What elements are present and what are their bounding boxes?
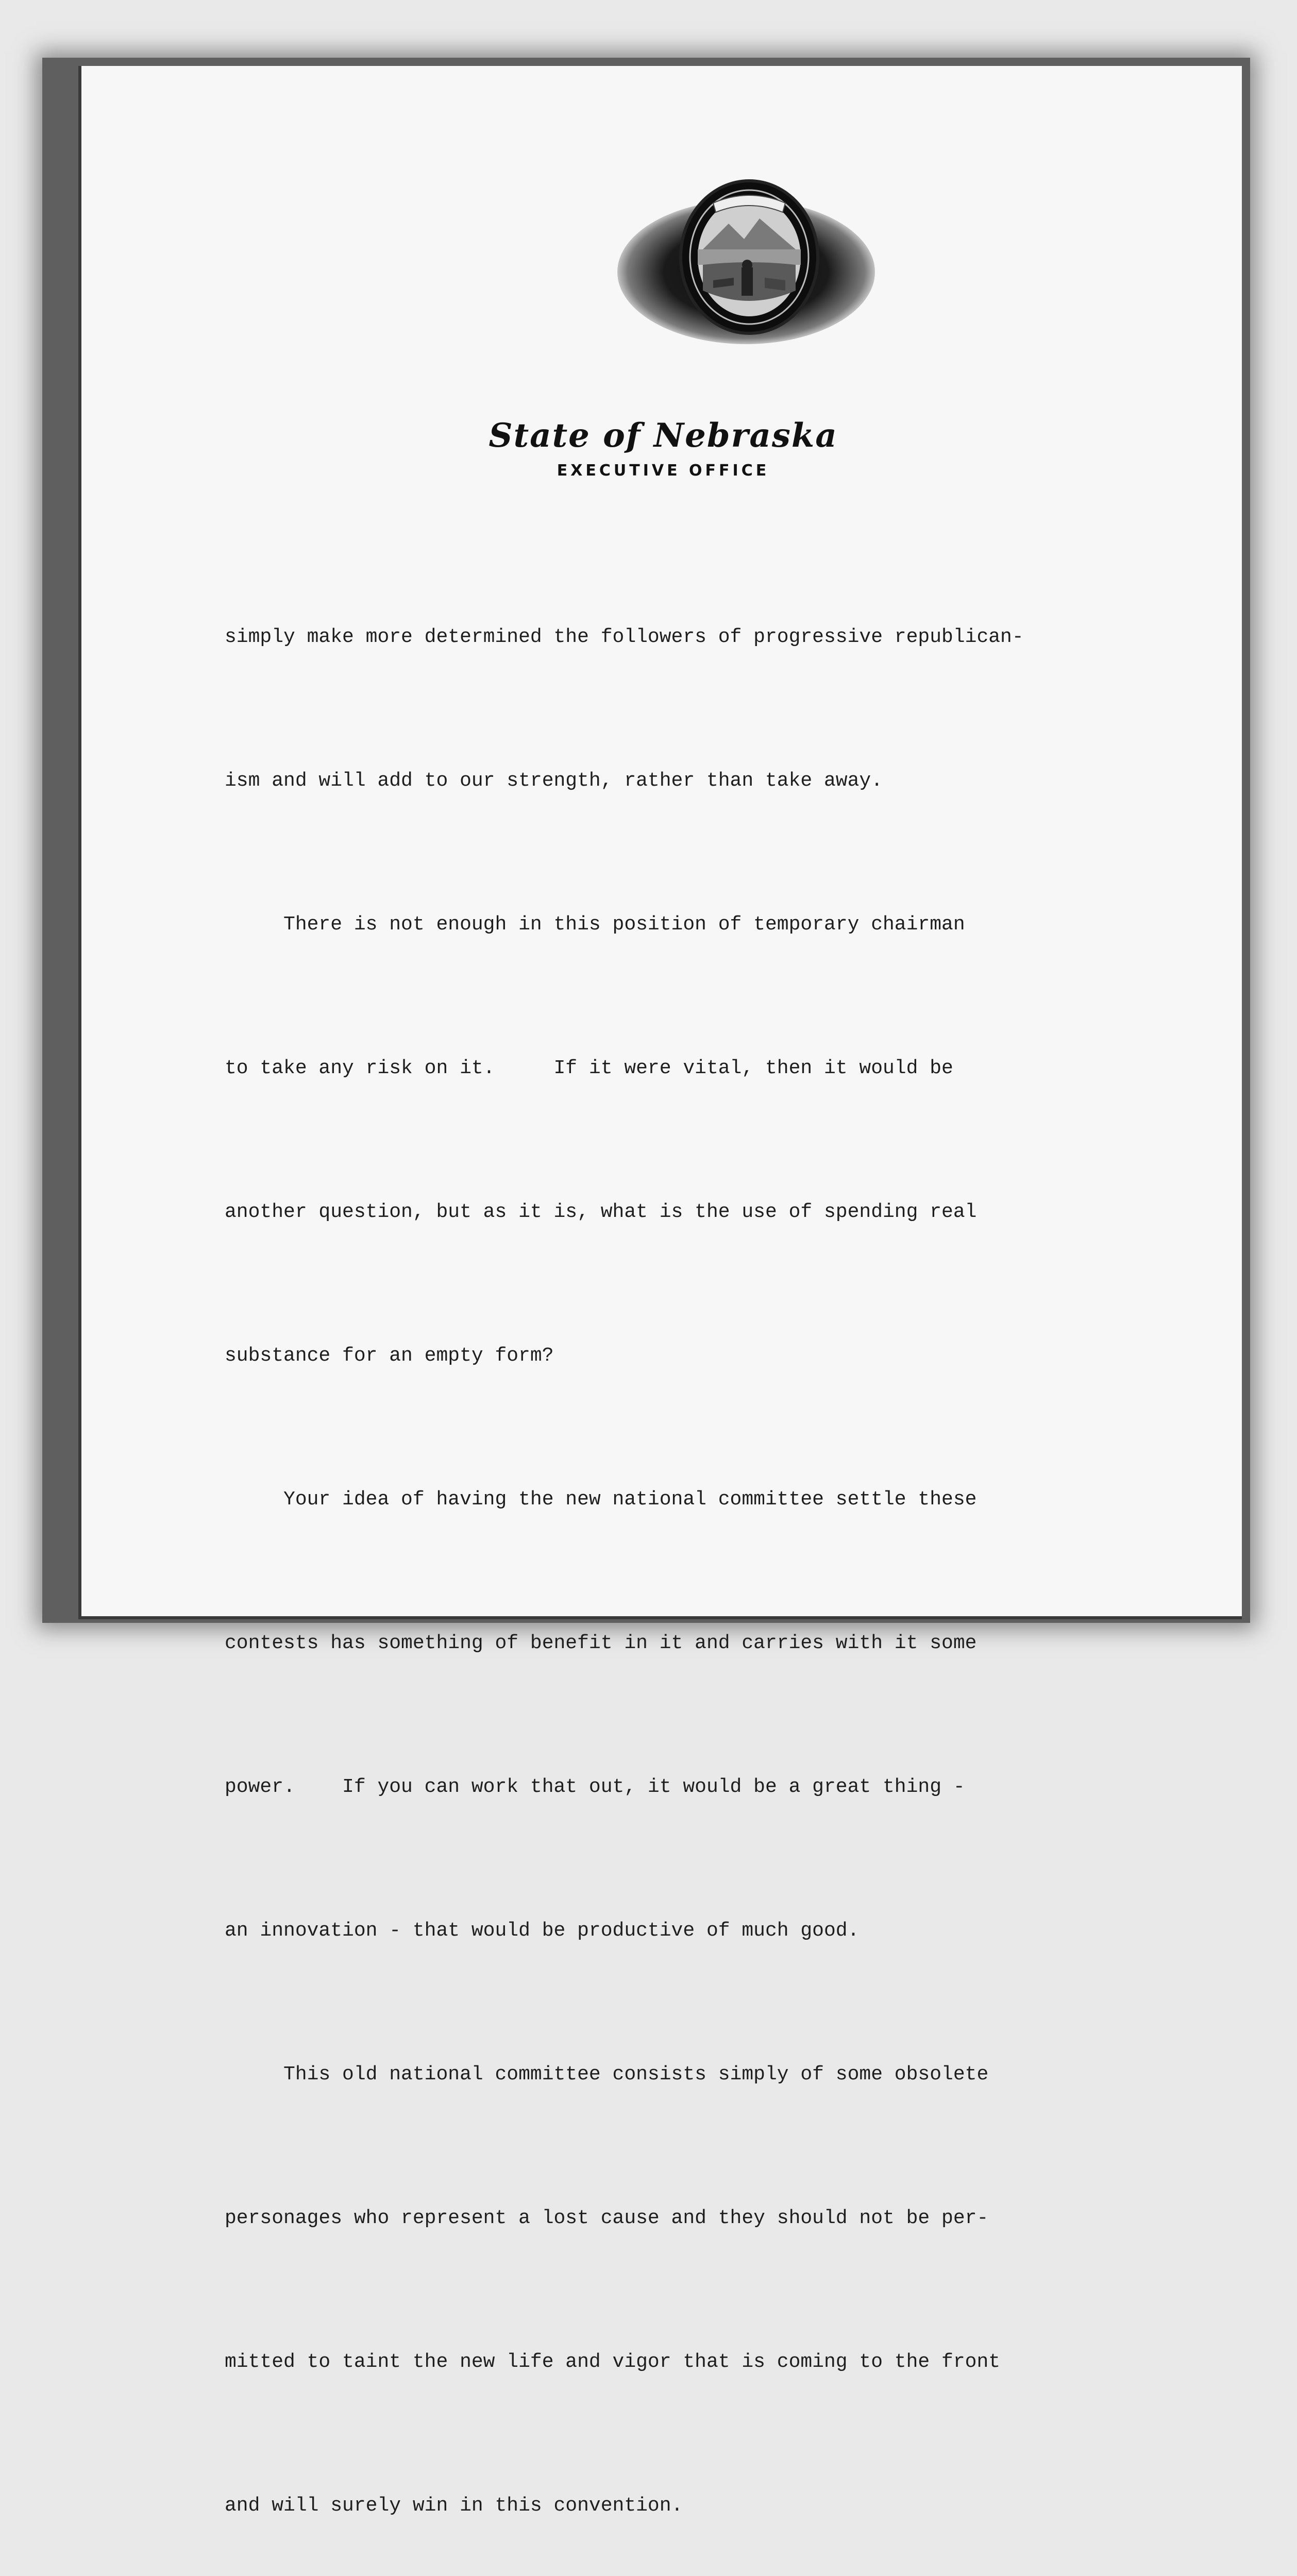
text-line: another question, but as it is, what is the use of spending real <box>225 1201 977 1223</box>
text-line: This old national committee consists simply of some obsolete <box>225 2063 989 2086</box>
text-line: ism and will add to our strength, rather than take away. <box>225 770 883 792</box>
text-line: substance for an empty form? <box>225 1345 554 1367</box>
letterhead-subtitle: EXECUTIVE OFFICE <box>557 462 770 480</box>
text-line: Your idea of having the new national committee settle these <box>225 1488 977 1511</box>
letterhead-title: State of Nebraska <box>489 416 838 455</box>
document-page <box>78 66 1242 2517</box>
state-seal-icon <box>679 179 819 335</box>
letter-body <box>225 517 1245 2576</box>
text-line: an innovation - that would be productive of much good. <box>225 1920 860 1942</box>
text-line: contests has something of benefit in it and carries with it some <box>225 1632 977 1654</box>
text-line: personages who represent a lost cause and they should not be per- <box>225 2207 989 2229</box>
seal-area <box>607 169 885 396</box>
text-line: mitted to taint the new life and vigor that is coming to the front <box>225 2351 1001 2373</box>
text-line: and will surely win in this convention. <box>225 2495 683 2517</box>
text-line: power. If you can work that out, it would be a great thing - <box>225 1776 965 1798</box>
text-line: There is not enough in this position of temporary chairman <box>225 913 965 936</box>
text-line: to take any risk on it. If it were vital, then it would be <box>225 1057 953 1079</box>
text-line: simply make more determined the followers of progressive republican- <box>225 626 1024 648</box>
seal-graphic-icon <box>682 182 816 332</box>
